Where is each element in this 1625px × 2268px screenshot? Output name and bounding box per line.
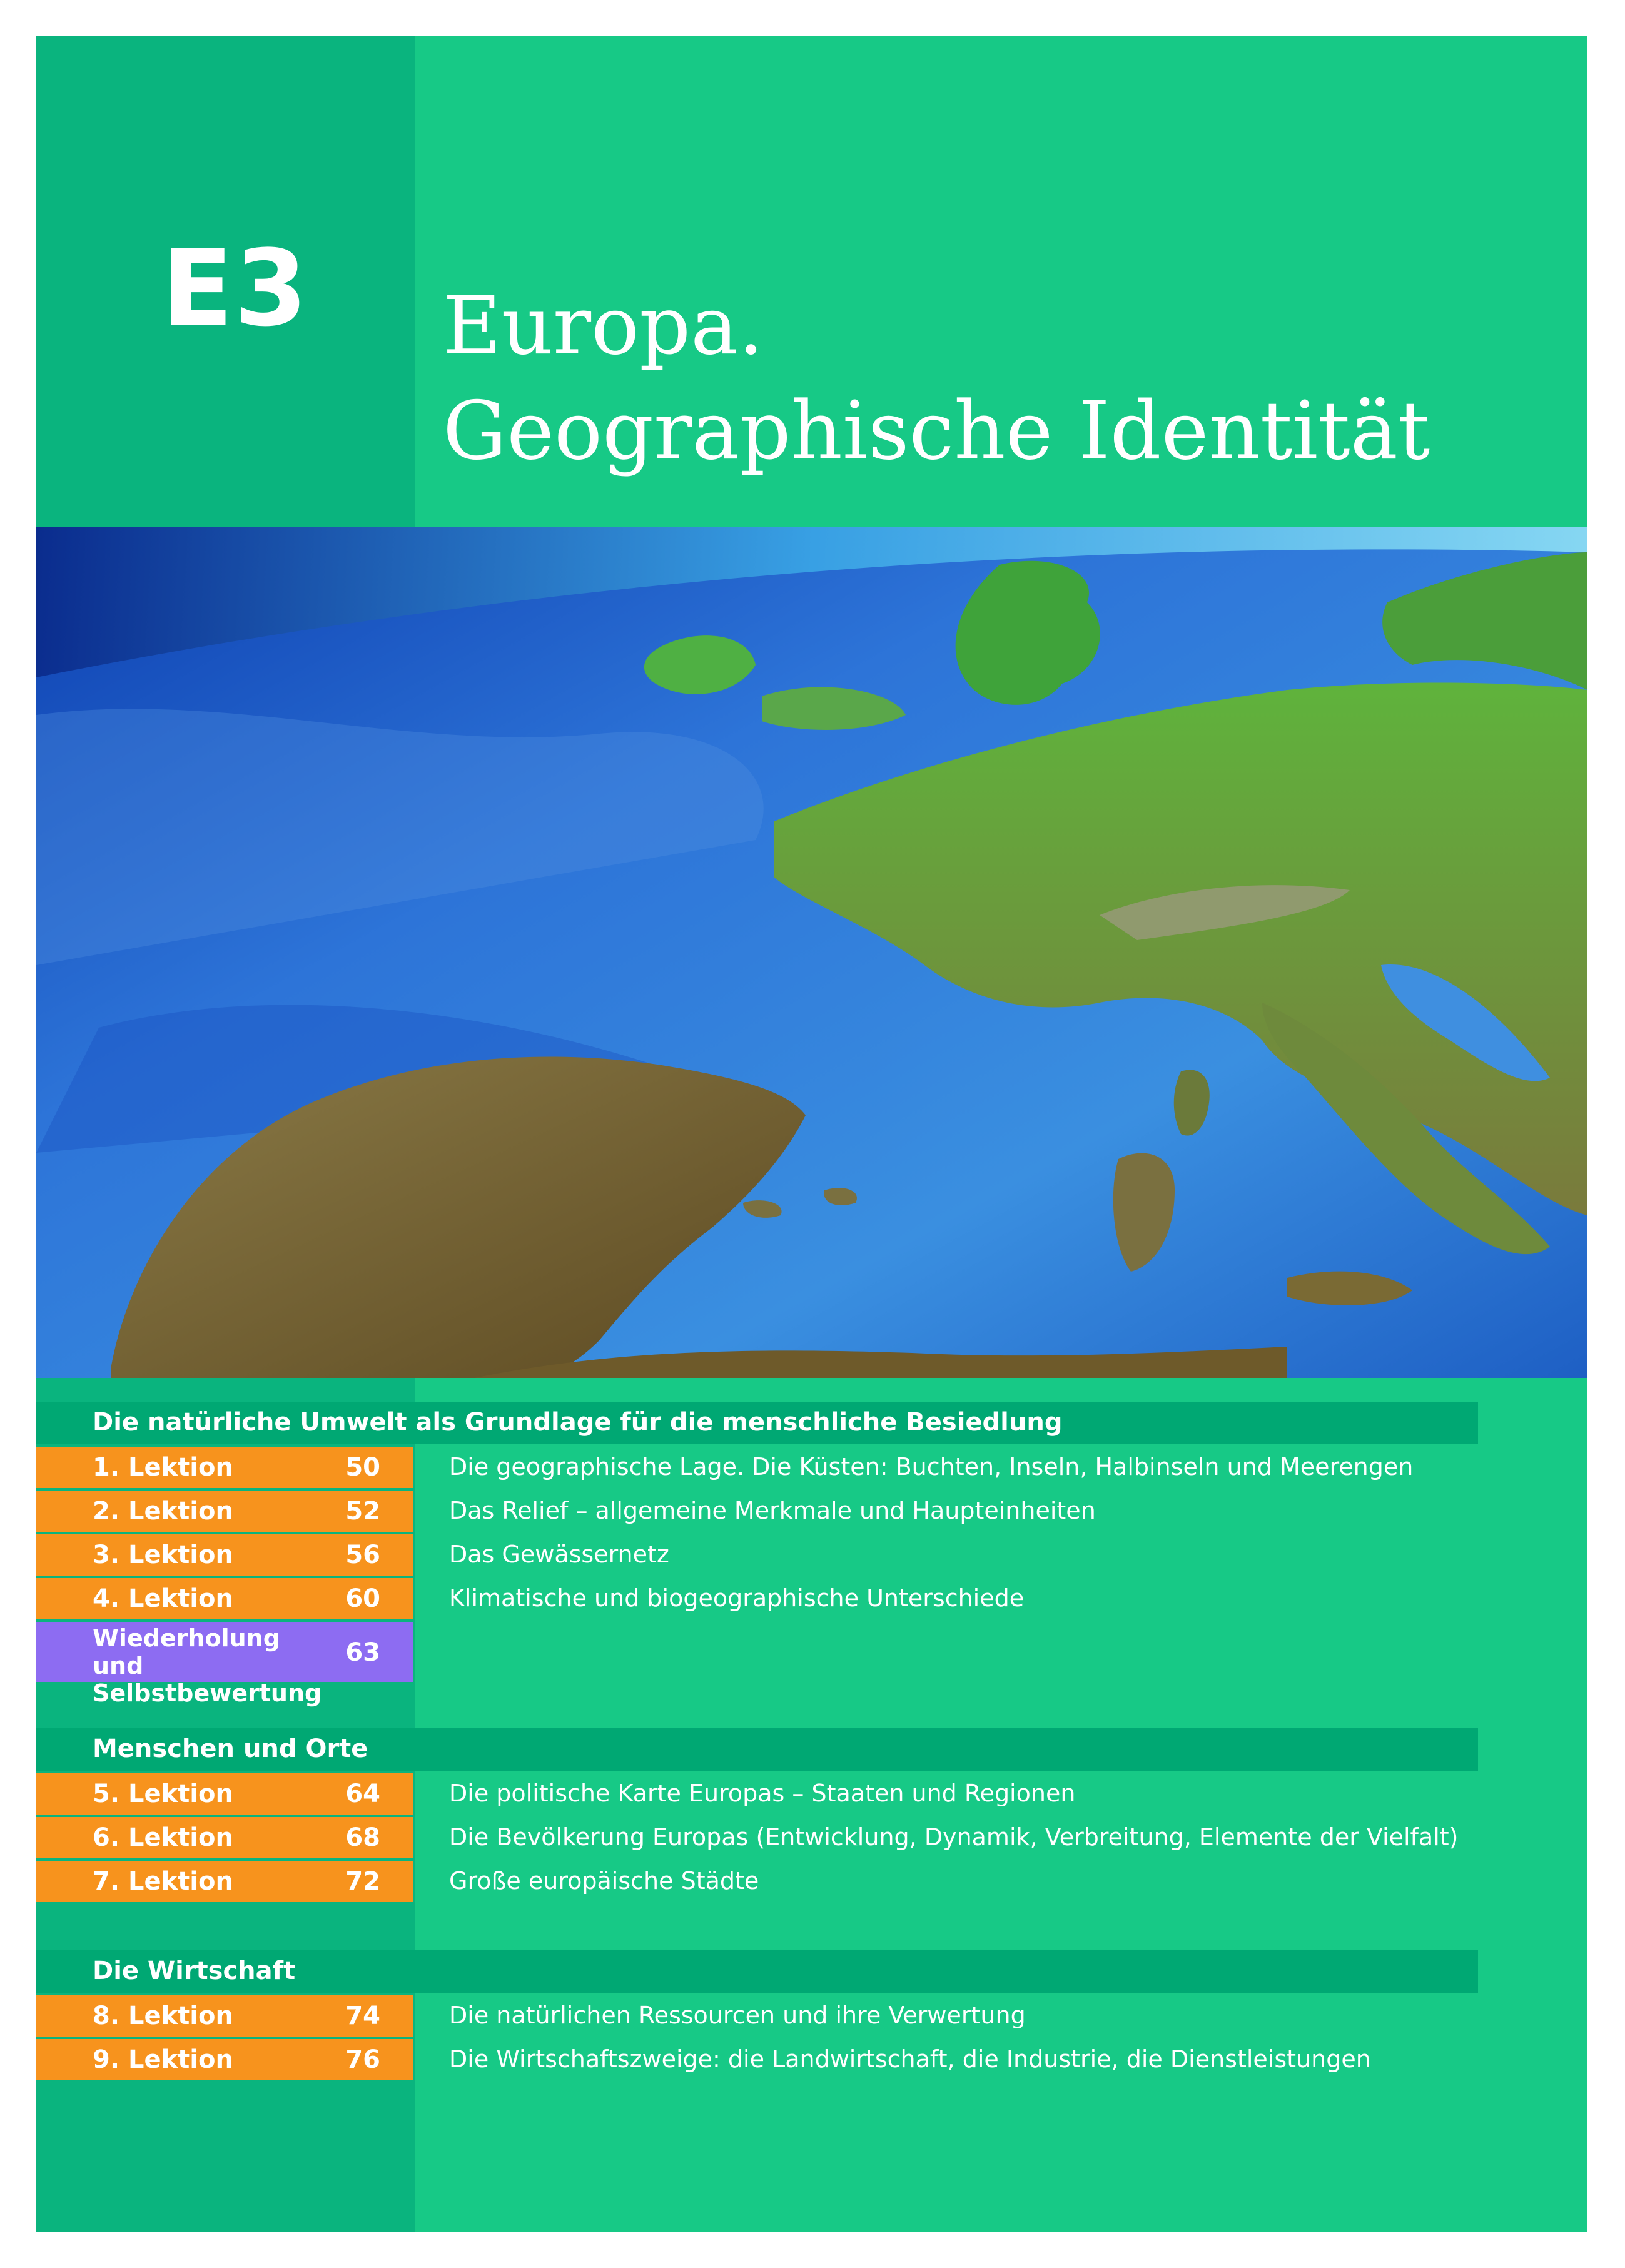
lesson-topic: Die Wirtschaftszweige: die Landwirtschaft, die Industrie, die Dienstleistungen <box>449 2045 1371 2073</box>
section-title: Menschen und Orte <box>93 1734 368 1763</box>
section-title: Die natürliche Umwelt als Grundlage für die menschliche Besiedlung <box>93 1408 1063 1437</box>
lesson-page-number: 72 <box>345 1867 380 1896</box>
lesson-page-number: 64 <box>345 1779 380 1808</box>
lesson-badge[interactable] <box>36 1817 413 1858</box>
lesson-page-number: 50 <box>345 1453 380 1482</box>
lesson-row[interactable] <box>36 1995 1478 2037</box>
lesson-row[interactable] <box>36 1578 1478 1619</box>
lesson-topic: Die geographische Lage. Die Küsten: Buchten, Inseln, Halbinseln und Meerengen <box>449 1453 1414 1481</box>
lesson-badge[interactable] <box>36 1861 413 1902</box>
lesson-row[interactable] <box>36 1773 1478 1815</box>
lesson-badge[interactable] <box>36 1773 413 1815</box>
section-header <box>36 1950 1478 1993</box>
review-label: Wiederholung und Selbstbewertung <box>93 1624 322 1707</box>
lesson-page-number: 56 <box>345 1541 380 1569</box>
lesson-label: 9. Lektion <box>93 2045 233 2074</box>
review-badge[interactable] <box>36 1622 413 1707</box>
lesson-label: 5. Lektion <box>93 1779 233 1808</box>
lesson-row[interactable] <box>36 1447 1478 1488</box>
lesson-topic: Das Relief – allgemeine Merkmale und Haupteinheiten <box>449 1497 1096 1524</box>
section-header <box>36 1728 1478 1771</box>
chapter-title-line2: Geographische Identität <box>443 385 1430 478</box>
lesson-label: 6. Lektion <box>93 1823 233 1852</box>
lesson-badge[interactable] <box>36 1534 413 1576</box>
chapter-code: E3 <box>161 227 309 350</box>
lesson-row[interactable] <box>36 1817 1478 1858</box>
lesson-topic: Große europäische Städte <box>449 1867 759 1895</box>
europe-satellite-image <box>36 527 1587 1378</box>
chapter-title-line1: Europa. <box>443 280 764 373</box>
lesson-page-number: 68 <box>345 1823 380 1852</box>
review-row[interactable] <box>36 1622 1478 1707</box>
lesson-badge[interactable] <box>36 1447 413 1488</box>
lesson-label: 4. Lektion <box>93 1584 233 1613</box>
chapter-title <box>443 274 1430 484</box>
section-header <box>36 1402 1478 1444</box>
section-title: Die Wirtschaft <box>93 1957 296 1985</box>
lesson-label: 7. Lektion <box>93 1867 233 1896</box>
lesson-badge[interactable] <box>36 2039 413 2080</box>
review-page-number: 63 <box>345 1638 380 1667</box>
lesson-label: 1. Lektion <box>93 1453 233 1482</box>
lesson-row[interactable] <box>36 1534 1478 1576</box>
lesson-topic: Klimatische und biogeographische Unterschiede <box>449 1584 1025 1612</box>
lesson-row[interactable] <box>36 1491 1478 1532</box>
chapter-cover-page <box>36 36 1587 2232</box>
lesson-label: 2. Lektion <box>93 1497 233 1526</box>
lesson-badge[interactable] <box>36 1491 413 1532</box>
lesson-badge[interactable] <box>36 1578 413 1619</box>
lesson-topic: Das Gewässernetz <box>449 1541 669 1568</box>
lesson-page-number: 52 <box>345 1497 380 1526</box>
lesson-row[interactable] <box>36 1861 1478 1902</box>
lesson-topic: Die politische Karte Europas – Staaten und Regionen <box>449 1779 1076 1807</box>
lesson-page-number: 76 <box>345 2045 380 2074</box>
lesson-page-number: 74 <box>345 2002 380 2030</box>
lesson-row[interactable] <box>36 2039 1478 2080</box>
lesson-topic: Die natürlichen Ressourcen und ihre Verwertung <box>449 2002 1026 2029</box>
lesson-label: 8. Lektion <box>93 2002 233 2030</box>
lesson-page-number: 60 <box>345 1584 380 1613</box>
lesson-topic: Die Bevölkerung Europas (Entwicklung, Dynamik, Verbreitung, Elemente der Vielfalt) <box>449 1823 1459 1851</box>
lesson-badge[interactable] <box>36 1995 413 2037</box>
lesson-label: 3. Lektion <box>93 1541 233 1569</box>
